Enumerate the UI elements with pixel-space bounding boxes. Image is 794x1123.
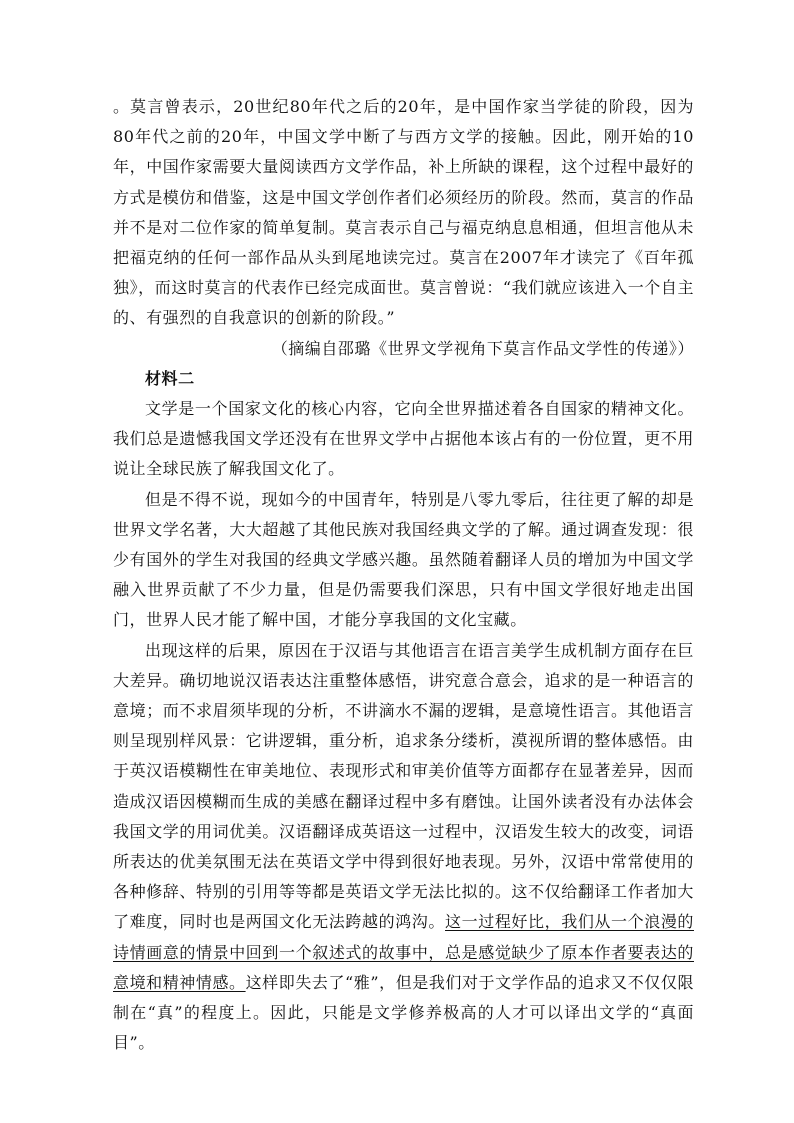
- document-page: [113, 92, 694, 1059]
- paragraph-4: [113, 636, 694, 1059]
- paragraph-2: 文学是一个国家文化的核心内容，它向全世界描述着各自国家的精神文化。我们总是遗憾我国文学还没有在世界文学中占据他本该占有的一份位置，更不用说让全球民族了解我国文化了。: [113, 399, 694, 479]
- paragraph-4-text-b: 这样即失去了“雅”，但是我们对于文学作品的追求又不仅仅限制在“真”的程度上。因此，只能是文学修养极高的人才可以译出文学的“真面目”。: [113, 972, 694, 1053]
- underlined-sentence: 这一过程好比，我们从一个浪漫的诗情画意的情景中回到一个叙述式的故事中，总是感觉缺少了原本作者要表达的意境和精神情感。: [113, 912, 694, 992]
- paragraph-3: 但是不得不说，现如今的中国青年，特别是八零九零后，往往更了解的却是世界文学名著，大大超越了其他民族对我国经典文学的了解。通过调查发现：很少有国外的学生对我国的经典文学感兴趣。虽然随着翻译人员的增加为中国文学融入世界贡献了不少力量，但是仍需要我们深思，只有中国文学很好地走出国门，世界人民才能了解中国，才能分享我国的文化宝藏。: [113, 489, 694, 630]
- paragraph-1: 。莫言曾表示，20世纪80年代之后的20年，是中国作家当学徒的阶段，因为80年代之前的20年，中国文学中断了与西方文学的接触。因此，刚开始的10年，中国作家需要大量阅读西方文学作品，补上所缺的课程，这个过程中最好的方式是模仿和借鉴，这是中国文学创作者们必须经历的阶段。然而，莫言的作品并不是对二位作家的简单复制。莫言表示自己与福克纳息息相通，但坦言他从未把福克纳的任何一部作品从头到尾地读完过。莫言在2007年才读完了《百年孤独》，而这时莫言的代表作已经完成面世。莫言曾说：“我们就应该进入一个自主的、有强烈的自我意识的创新的阶段。”: [113, 97, 694, 328]
- section-heading-material-2: 材料二: [145, 368, 195, 388]
- source-citation: （摘编自邵璐《世界文学视角下莫言作品文学性的传递》）: [271, 338, 694, 358]
- paragraph-4-text-a: 出现这样的后果，原因在于汉语与其他语言在语言美学生成机制方面存在巨大差异。确切地说汉语表达注重整体感悟，讲究意合意会，追求的是一种语言的意境；而不求眉须毕现的分析，不讲滴水不漏的逻辑，是意境性语言。其他语言则呈现别样风景：它讲逻辑，重分析，追求条分缕析，漠视所谓的整体感悟。由于英汉语模糊性在审美地位、表现形式和审美价值等方面都存在显著差异，因而造成汉语因模糊而生成的美感在翻译过程中多有磨蚀。让国外读者没有办法体会我国文学的用词优美。汉语翻译成英语这一过程中，汉语发生较大的改变，词语所表达的优美氛围无法在英语文学中得到很好地表现。另外，汉语中常常使用的各种修辞、特别的引用等等都是英语文学无法比拟的。这不仅给翻译工作者加大了难度，同时也是两国文化无法跨越的鸿沟。: [113, 640, 694, 932]
